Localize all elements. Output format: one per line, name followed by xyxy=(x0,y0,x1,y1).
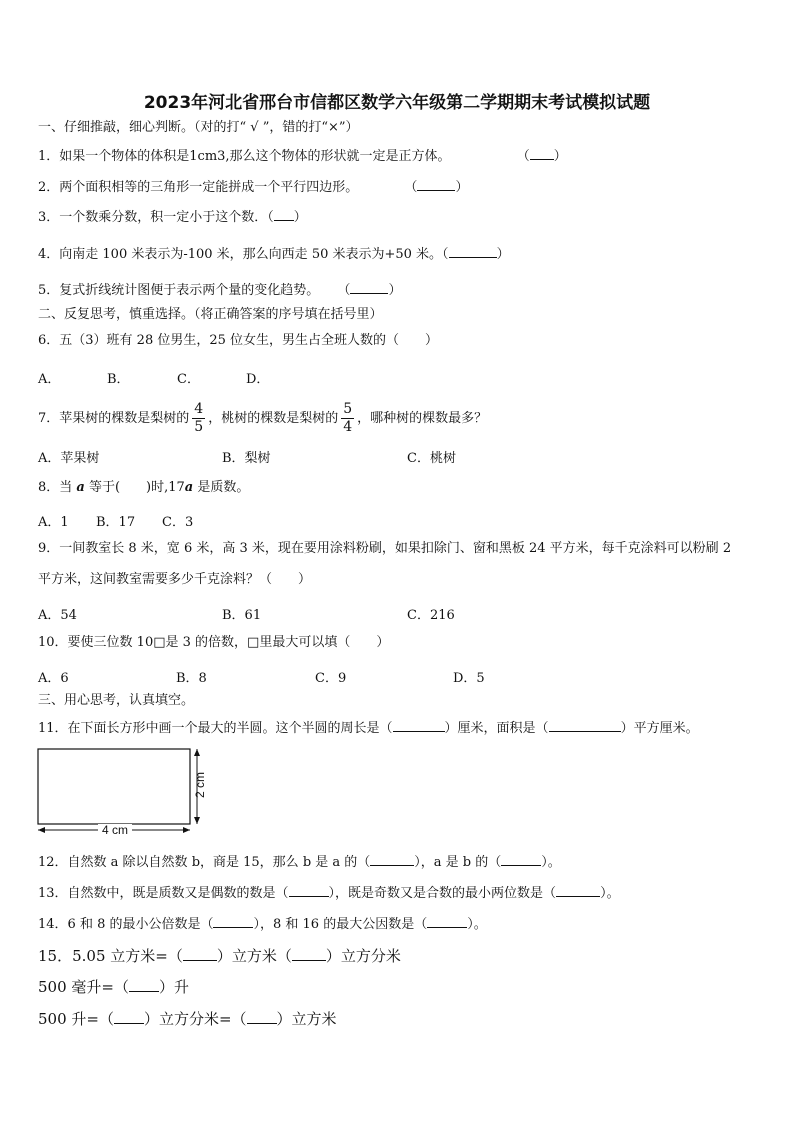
question-5: 5．复式折线统计图便于表示两个量的变化趋势。 （ ） xyxy=(38,283,402,298)
q7-option-b[interactable]: B．梨树 xyxy=(222,451,271,466)
question-9-line-1: 9．一间教室长 8 米，宽 6 米，高 3 米，现在要用涂料粉刷，如果扣除门、窗和黑板 24 平方米，每千克涂料可以粉刷 2 xyxy=(38,541,732,556)
answer-blank-15c[interactable] xyxy=(129,977,159,992)
answer-blank-15e[interactable] xyxy=(247,1009,277,1024)
section-3-heading: 三、用心思考，认真填空。 xyxy=(38,693,195,708)
question-4-text: 4．向南走 100 米表示为-100 米，那么向西走 50 米表示为+50 米。（ xyxy=(38,247,449,262)
fraction-5-4: $\frac{5}{4}$ xyxy=(343,401,353,435)
question-7: 7．苹果树的棵数是梨树的 $\frac{4}{5}$ ，桃树的棵数是梨树的 $\frac{5}{4}$ ，哪种树的棵数最多？ xyxy=(38,401,488,435)
answer-blank-4[interactable] xyxy=(449,245,497,258)
question-15-line-2: 500 毫升=（ ）升 xyxy=(38,978,189,996)
question-14: 14．6 和 8 的最小公倍数是（ ），8 和 16 的最大公因数是（ ）。 xyxy=(38,917,487,932)
q7-option-c[interactable]: C．桃树 xyxy=(407,451,456,466)
q6-option-a[interactable]: A． xyxy=(38,372,61,387)
answer-blank-13b[interactable] xyxy=(556,884,600,897)
question-2: 2．两个面积相等的三角形一定能拼成一个平行四边形。 （ ） xyxy=(38,180,469,195)
q8-option-b[interactable]: B．17 xyxy=(96,515,136,530)
height-arrow-top xyxy=(194,749,200,756)
width-arrow-right xyxy=(183,827,190,833)
answer-blank-14a[interactable] xyxy=(213,915,253,928)
question-6: 6．五（3）班有 28 位男生，25 位女生，男生占全班人数的（ ） xyxy=(38,333,439,348)
answer-blank-15d[interactable] xyxy=(114,1009,144,1024)
question-3-text: 3．一个数乘分数，积一定小于这个数．（ xyxy=(38,210,274,225)
question-12: 12．自然数 a 除以自然数 b，商是 15，那么 b 是 a 的（ ），a 是 b 的（ ）。 xyxy=(38,855,561,870)
answer-blank-3[interactable] xyxy=(274,208,294,221)
answer-blank-13a[interactable] xyxy=(289,884,329,897)
q6-option-b[interactable]: B． xyxy=(107,372,130,387)
question-1-text: 1．如果一个物体的体积是1cm3,那么这个物体的形状就一定是正方体。 xyxy=(38,149,451,164)
question-13: 13．自然数中，既是质数又是偶数的数是（ ），既是奇数又是合数的最小两位数是（ ）。 xyxy=(38,886,620,901)
fraction-4-5: $\frac{4}{5}$ xyxy=(194,401,204,435)
q6-option-c[interactable]: C． xyxy=(177,372,200,387)
height-arrow-bottom xyxy=(194,817,200,824)
answer-blank-2[interactable] xyxy=(417,178,455,191)
height-label: 2 cm xyxy=(193,771,207,798)
q10-option-a[interactable]: A．6 xyxy=(38,671,69,686)
question-1: 1．如果一个物体的体积是1cm3,那么这个物体的形状就一定是正方体。 （ ） xyxy=(38,149,567,164)
answer-blank-15a[interactable] xyxy=(183,946,217,961)
width-label: 4 cm xyxy=(102,823,129,837)
q9-option-a[interactable]: A．54 xyxy=(38,608,77,623)
rectangle-shape xyxy=(38,749,190,824)
question-10: 10．要使三位数 10□是 3 的倍数，□里最大可以填（ ） xyxy=(38,635,390,650)
question-15-line-1: 15．5.05 立方米=（ ）立方米（ ）立方分米 xyxy=(38,947,401,965)
section-1-heading: 一、仔细推敲，细心判断。（对的打“ √ ”，错的打“×”） xyxy=(38,120,359,135)
answer-blank-14b[interactable] xyxy=(427,915,467,928)
question-4: 4．向南走 100 米表示为-100 米，那么向西走 50 米表示为+50 米。（ ） xyxy=(38,247,510,262)
q9-option-b[interactable]: B．61 xyxy=(222,608,262,623)
answer-blank-15b[interactable] xyxy=(292,946,326,961)
answer-blank-5[interactable] xyxy=(350,281,388,294)
question-3: 3．一个数乘分数，积一定小于这个数．（ ） xyxy=(38,210,307,225)
answer-blank-11b[interactable] xyxy=(549,719,621,732)
q10-option-b[interactable]: B．8 xyxy=(176,671,207,686)
question-11: 11．在下面长方形中画一个最大的半圆。这个半圆的周长是（ ）厘米，面积是（ ）平方厘米。 xyxy=(38,721,699,736)
question-9-line-2: 平方米，这间教室需要多少千克涂料？（ ） xyxy=(38,572,312,587)
q8-option-a[interactable]: A．1 xyxy=(38,515,69,530)
rectangle-figure xyxy=(30,740,220,840)
q10-option-d[interactable]: D．5 xyxy=(453,671,485,686)
answer-blank-1[interactable] xyxy=(530,147,554,160)
page-title: 2023年河北省邢台市信都区数学六年级第二学期期末考试模拟试题 xyxy=(143,93,651,113)
q7-option-a[interactable]: A．苹果树 xyxy=(38,451,100,466)
question-2-text: 2．两个面积相等的三角形一定能拼成一个平行四边形。 xyxy=(38,180,359,195)
q8-option-c[interactable]: C．3 xyxy=(162,515,194,530)
question-15-line-3: 500 升=（ ）立方分米=（ ）立方米 xyxy=(38,1010,337,1028)
q9-option-c[interactable]: C．216 xyxy=(407,608,455,623)
width-arrow-left xyxy=(38,827,45,833)
section-2-heading: 二、反复思考，慎重选择。（将正确答案的序号填在括号里） xyxy=(38,307,383,322)
answer-blank-11a[interactable] xyxy=(393,719,445,732)
question-8: 8．当 a 等于( )时,17a 是质数。 xyxy=(38,480,250,495)
q6-option-d[interactable]: D． xyxy=(246,372,270,387)
question-5-text: 5．复式折线统计图便于表示两个量的变化趋势。 xyxy=(38,283,320,298)
q10-option-c[interactable]: C．9 xyxy=(315,671,347,686)
answer-blank-12b[interactable] xyxy=(501,853,541,866)
answer-blank-12a[interactable] xyxy=(370,853,414,866)
